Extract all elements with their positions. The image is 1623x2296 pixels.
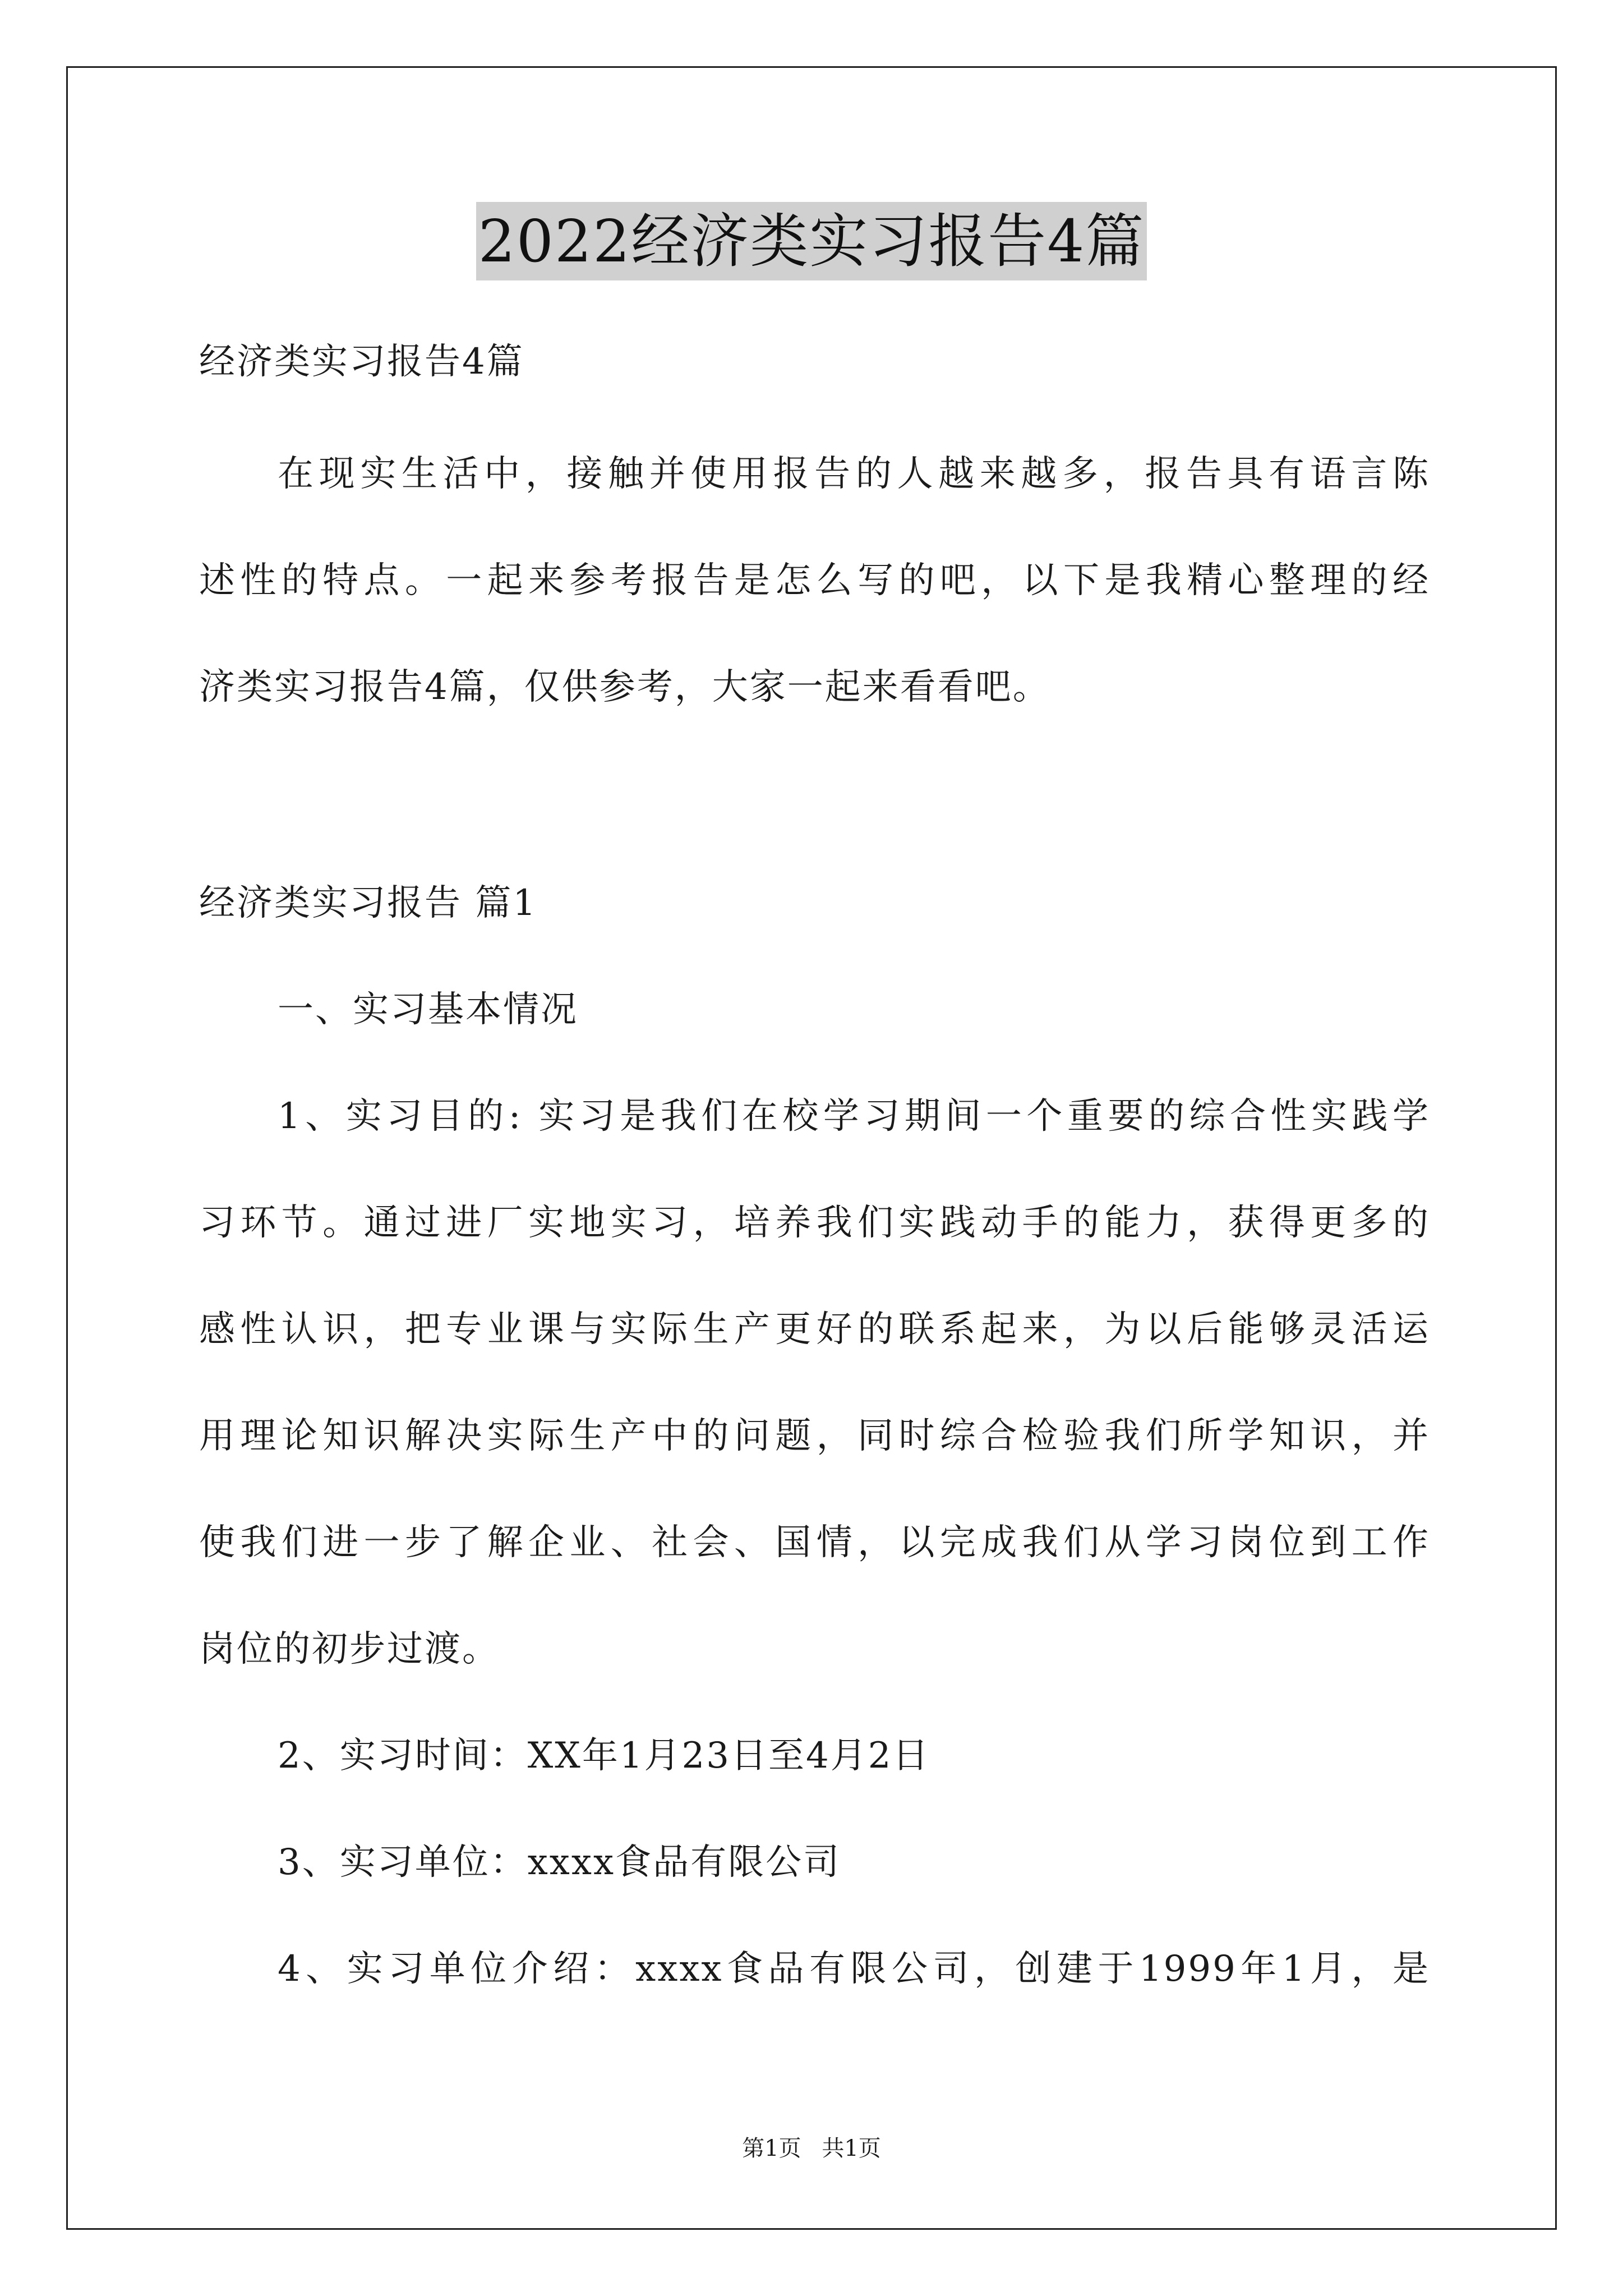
intro-paragraph-line-1: 在现实生活中，接触并使用报告的人越来越多，报告具有语言陈: [278, 453, 1430, 495]
unit-intro-line: 4、实习单位介绍：xxxx食品有限公司，创建于1999年1月，是: [278, 1948, 1430, 1990]
intro-paragraph-line-3: 济类实习报告4篇，仅供参考，大家一起来看看吧。: [199, 666, 1050, 708]
subtitle-line: 经济类实习报告4篇: [199, 341, 524, 383]
internship-unit-line: 3、实习单位：xxxx食品有限公司: [278, 1842, 841, 1883]
intro-paragraph-line-2: 述性的特点。一起来参考报告是怎么写的吧，以下是我精心整理的经: [199, 560, 1430, 601]
purpose-paragraph-line-6: 岗位的初步过渡。: [199, 1628, 500, 1670]
page-number: 第1页: [742, 2136, 801, 2161]
purpose-paragraph-line-5: 使我们进一步了解企业、社会、国情，以完成我们从学习岗位到工作: [199, 1522, 1430, 1563]
title-container: [0, 202, 1623, 280]
purpose-paragraph-line-2: 习环节。通过进厂实地实习，培养我们实践动手的能力，获得更多的: [199, 1202, 1430, 1244]
page-footer: [0, 2132, 1623, 2165]
page-border: [66, 66, 1557, 2230]
page-total: 共1页: [822, 2136, 881, 2161]
subsection-heading: 一、实习基本情况: [278, 989, 578, 1030]
internship-time-line: 2、实习时间：XX年1月23日至4月2日: [278, 1735, 930, 1777]
purpose-paragraph-line-4: 用理论知识解决实际生产中的问题，同时综合检验我们所学知识，并: [199, 1415, 1430, 1457]
purpose-paragraph-line-1: 1、实习目的: 实习是我们在校学习期间一个重要的综合性实践学: [278, 1096, 1430, 1137]
document-title: 2022经济类实习报告4篇: [476, 202, 1147, 280]
purpose-paragraph-line-3: 感性认识，把专业课与实际生产更好的联系起来，为以后能够灵活运: [199, 1309, 1430, 1350]
section-heading: 经济类实习报告 篇1: [199, 882, 538, 924]
